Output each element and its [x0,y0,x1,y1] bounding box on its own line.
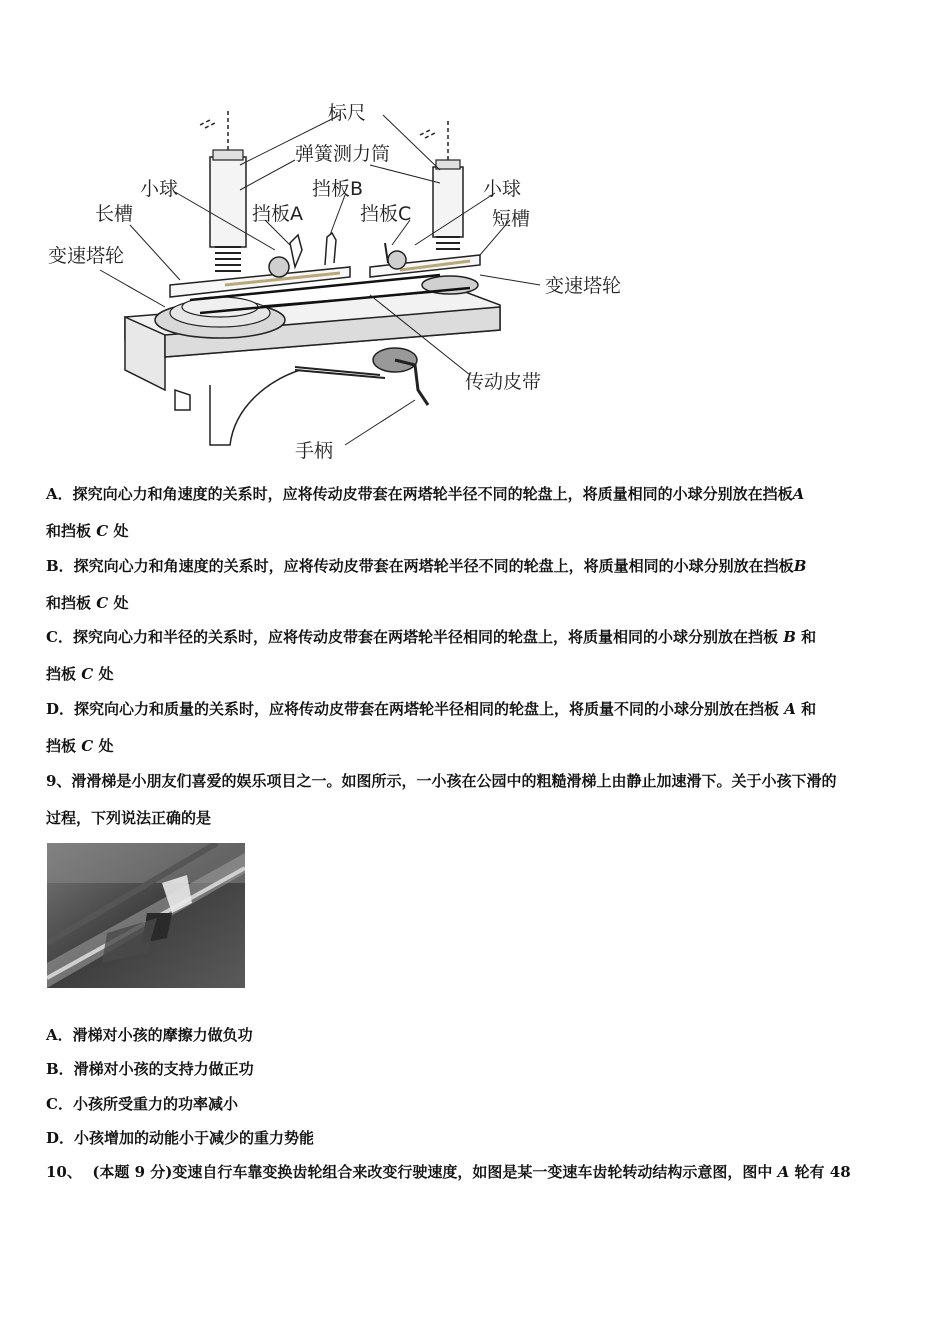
label-baffle-c: 挡板C [360,203,412,225]
belt-lower [295,367,385,378]
label-handle: 手柄 [295,440,334,462]
spring-tube-right [433,167,463,237]
label-short-slot: 短槽 [492,208,531,230]
q8-option-c-line1: C．探究向心力和半径的关系时，应将传动皮带套在两塔轮半径相同的轮盘上，将质量相同的小球分别放在挡板 B 和 [46,628,817,646]
ball-right [388,251,406,269]
q8-option-a-line2: 和挡板 C 处 [46,522,129,540]
q8-option-d-line1: D．探究向心力和质量的关系时，应将传动皮带套在两塔轮半径相同的轮盘上，将质量不同的小球分别放在挡板 A 和 [46,700,817,718]
leg-arch [210,370,300,445]
q8-option-a-line1: A．探究向心力和角速度的关系时，应将传动皮带套在两塔轮半径不同的轮盘上，将质量相同的小球分别放在挡板A [46,485,805,503]
baffle-b [325,233,336,265]
scale-left [200,110,228,150]
q8-option-c-line2: 挡板 C 处 [46,665,114,683]
label-long-slot: 长槽 [95,203,134,225]
q9-option-b: B．滑梯对小孩的支持力做正功 [46,1060,254,1078]
label-spring-tube: 弹簧测力筒 [295,143,391,165]
label-baffle-a: 挡板A [252,203,303,225]
q10-stem-line1: 10、 (本题 9 分)变速自行车靠变换齿轮组合来改变行驶速度，如图是某一变速车齿轮转动结构示意图，图中 A 轮有 48 [46,1163,851,1181]
label-ball-left: 小球 [140,178,179,200]
centripetal-force-apparatus-figure [40,95,650,470]
label-tower-wheel-right: 变速塔轮 [545,275,622,297]
scale-right [420,120,448,160]
label-baffle-b: 挡板B [312,178,364,200]
label-belt: 传动皮带 [465,371,542,393]
slide-photo [47,843,245,988]
baffle-a [290,235,302,267]
q8-option-b-line1: B．探究向心力和角速度的关系时，应将传动皮带套在两塔轮半径不同的轮盘上，将质量相同的小球分别放在挡板B [46,557,807,575]
q8-option-b-line2: 和挡板 C 处 [46,594,129,612]
label-scale: 标尺 [328,102,367,124]
q9-stem-line2: 过程，下列说法正确的是 [46,809,212,827]
q9-stem-line1: 9、滑滑梯是小朋友们喜爱的娱乐项目之一。如图所示，一小孩在公园中的粗糙滑梯上由静止加速滑下。关于小孩下滑的 [46,772,837,790]
baffle-c [385,243,388,263]
q9-option-d: D．小孩增加的动能小于减少的重力势能 [46,1129,315,1147]
label-tower-wheel-left: 变速塔轮 [48,245,125,267]
spring-tube-left [210,157,246,247]
q8-option-d-line2: 挡板 C 处 [46,737,114,755]
q9-option-c: C．小孩所受重力的功率减小 [46,1095,238,1113]
ball-left [269,257,289,277]
label-ball-right: 小球 [483,178,522,200]
q9-option-a: A．滑梯对小孩的摩擦力做负功 [46,1026,253,1044]
leg-left [175,390,190,410]
